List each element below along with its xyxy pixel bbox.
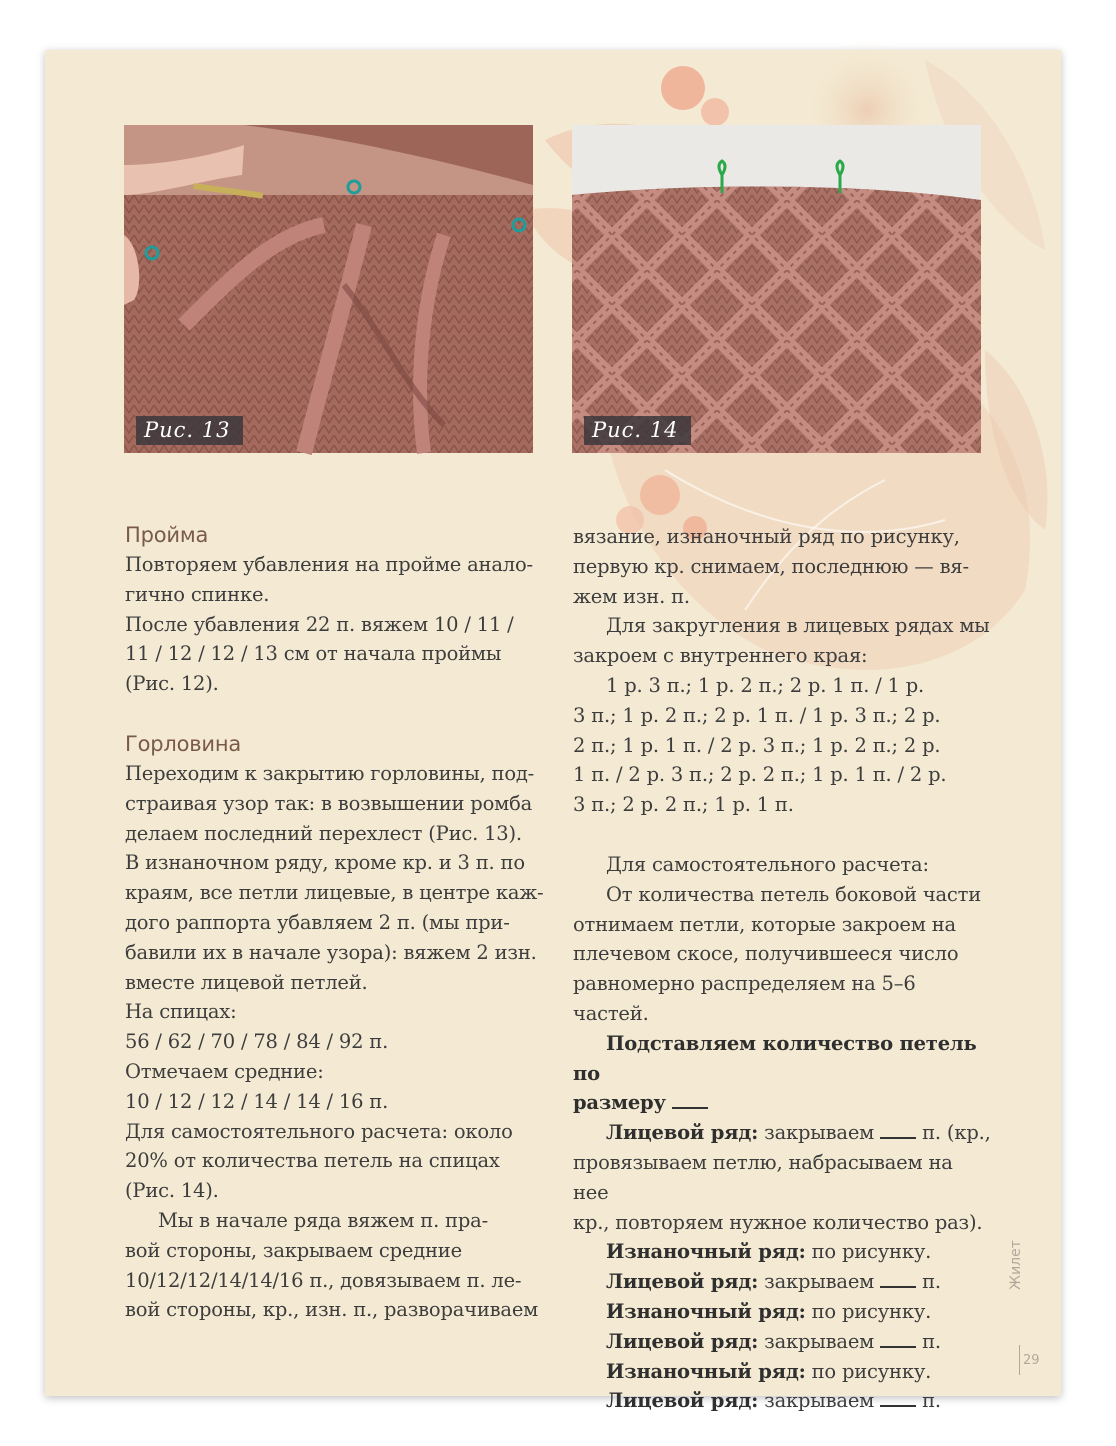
section-heading-armhole: Пройма [125,523,209,547]
instruction-row: Лицевой ряд: закрываем п. [606,1389,941,1413]
text-line: 20% от количества петель на спицах [125,1149,500,1173]
instruction-row: Лицевой ряд: закрываем п. (кр., [606,1121,991,1145]
footer-divider [1019,1345,1020,1375]
text-line: бавили их в начале узора): вяжем 2 изн. [125,940,537,964]
blank-field [880,1391,916,1407]
text-line: провязываем петлю, набрасываем на нее [573,1150,953,1204]
bold-line: размеру [573,1088,993,1118]
knitting-photo-13 [124,125,533,453]
text-line: После убавления 22 п. вяжем 10 / 11 / [125,612,514,636]
text-line: гично спинке. [125,582,270,606]
blank-field [880,1332,916,1348]
text-line: отнимаем петли, которые закроем на [573,912,956,936]
text-line: 10 / 12 / 12 / 14 / 14 / 16 п. [125,1089,389,1113]
text-line: вой стороны, закрываем средние [125,1238,462,1262]
text-line: Для закругления в лицевых рядах мы [606,614,990,638]
text-line: вязание, изнаночный ряд по рисунку, [573,525,960,548]
text-line: Для самостоятельного расчета: [606,852,929,876]
blank-field [880,1123,916,1139]
text-line: 56 / 62 / 70 / 78 / 84 / 92 п. [125,1030,389,1054]
text-line: Отмечаем средние: [125,1059,324,1083]
text-line: кр., повторяем нужное количество раз). [573,1210,983,1234]
bold-line: Подставляем количество петель по [573,1031,977,1085]
figure-14-label: Рис. 14 [584,416,691,445]
text-line: В изнаночном ряду, кроме кр. и 3 п. по [125,851,525,875]
figure-13-label: Рис. 13 [136,416,243,445]
text-line: От количества петель боковой части [606,882,982,906]
instruction-row: Изнаночный ряд: по рисунку. [606,1359,932,1383]
text-line: (Рис. 12). [125,672,219,696]
text-line: Переходим к закрытию горловины, под- [125,761,535,785]
instruction-row: Изнаночный ряд: по рисунку. [606,1299,932,1323]
text-line: плечевом скосе, получившееся число [573,942,959,966]
instruction-row: Изнаночный ряд: по рисунку. [606,1240,932,1264]
text-line: 11 / 12 / 12 / 13 см от начала проймы [125,642,502,666]
blank-field [880,1272,916,1288]
text-line: 10/12/12/14/14/16 п., довязываем п. ле- [125,1268,522,1292]
text-line: дого раппорта убавляем 2 п. (мы при- [125,910,510,934]
page [45,50,1061,1413]
text-line: 3 п.; 1 р. 2 п.; 2 р. 1 п. / 1 р. 3 п.; 2 р. [573,703,941,727]
text-line: Мы в начале ряда вяжем п. пра- [158,1208,488,1232]
text-line: 1 п. / 2 р. 3 п.; 2 р. 2 п.; 1 р. 1 п. / 2 р. [573,763,947,787]
text-line: закроем с внутреннего края: [573,644,868,668]
text-line: первую кр. снимаем, последнюю — вя- [573,554,969,578]
text-line: равномерно распределяем на 5–6 частей. [573,972,916,1025]
text-line: страивая узор так: в возвышении ромба [125,791,533,815]
text-line: На спицах: [125,1000,237,1024]
text-line: жем изн. п. [573,584,690,608]
text-line: Для самостоятельного расчета: около [125,1119,513,1143]
left-column [125,520,545,1325]
figure-14 [572,125,981,453]
text-line: Повторяем убавления на пройме анало- [125,553,533,576]
text-line: 1 р. 3 п.; 1 р. 2 п.; 2 р. 1 п. / 1 р. [606,673,925,697]
text-line: вместе лицевой петлей. [125,970,368,994]
figure-13 [124,125,533,453]
instruction-row: Лицевой ряд: закрываем п. [606,1270,941,1294]
instruction-row: Лицевой ряд: закрываем п. [606,1329,941,1353]
knitting-photo-14 [572,125,981,453]
text-line: (Рис. 14). [125,1179,219,1203]
text-line: краям, все петли лицевые, в центре каж- [125,881,544,905]
blank-field [672,1093,708,1109]
section-title-vertical: Жилет [1008,1240,1024,1290]
page-number: 29 [1023,1353,1040,1368]
text-line: 3 п.; 2 р. 2 п.; 1 р. 1 п. [573,793,794,817]
section-heading-neckline: Горловина [125,731,242,756]
right-column [573,522,993,1416]
text-line: 2 п.; 1 р. 1 п. / 2 р. 3 п.; 1 р. 2 п.; 2 р. [573,733,941,757]
text-line: делаем последний перехлест (Рис. 13). [125,821,522,845]
text-line: вой стороны, кр., изн. п., разворачиваем [125,1298,539,1322]
